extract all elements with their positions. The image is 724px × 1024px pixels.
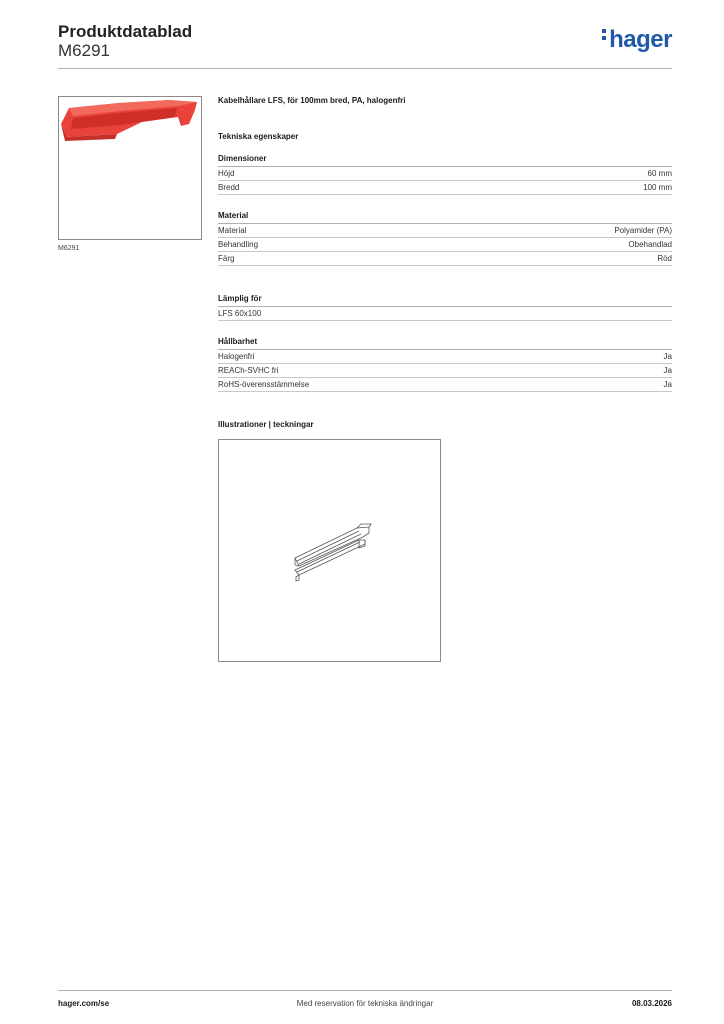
illustration-drawing — [218, 439, 441, 662]
table-row — [218, 224, 672, 238]
product-image — [58, 96, 202, 240]
table-row — [218, 307, 672, 321]
row-label: Material — [218, 226, 247, 235]
cable-holder-photo — [59, 97, 201, 239]
row-value: Ja — [663, 380, 672, 389]
document-title: Produktdatablad — [58, 22, 193, 41]
table-row — [218, 378, 672, 392]
row-value: Röd — [657, 254, 672, 263]
row-label: Höjd — [218, 169, 235, 178]
row-label: Färg — [218, 254, 235, 263]
logo-dots-icon — [602, 29, 607, 43]
section-heading: Lämplig för — [218, 294, 672, 307]
table-row — [218, 167, 672, 181]
product-code: M6291 — [58, 41, 110, 60]
section-heading: Hållbarhet — [218, 337, 672, 350]
row-label: RoHS-överensstämmelse — [218, 380, 310, 389]
row-label: REACh-SVHC fri — [218, 366, 279, 375]
row-value: Obehandlad — [628, 240, 672, 249]
section-heading: Material — [218, 211, 672, 224]
table-row — [218, 350, 672, 364]
row-value: 100 mm — [643, 183, 672, 192]
table-row — [218, 364, 672, 378]
dimensions-section — [218, 154, 672, 195]
row-label: Behandling — [218, 240, 259, 249]
image-caption: M6291 — [58, 245, 80, 252]
row-value: Ja — [663, 366, 672, 375]
hager-logo — [602, 26, 672, 54]
table-row — [218, 238, 672, 252]
row-value: Polyamider (PA) — [614, 226, 672, 235]
row-label: LFS 60x100 — [218, 309, 262, 318]
technical-properties-heading: Tekniska egenskaper — [218, 132, 299, 141]
product-description: Kabelhållare LFS, för 100mm bred, PA, halogenfri — [218, 96, 406, 105]
technical-drawing — [219, 440, 440, 661]
table-row — [218, 252, 672, 266]
logo-text: hager — [609, 26, 672, 53]
row-value: Ja — [663, 352, 672, 361]
section-heading: Dimensioner — [218, 154, 672, 167]
row-value: 60 mm — [647, 169, 672, 178]
footer-website: hager.com/se — [58, 999, 110, 1008]
page-header — [58, 20, 672, 69]
illustrations-heading: Illustrationer | teckningar — [218, 420, 314, 429]
table-row — [218, 181, 672, 195]
sustainability-section — [218, 337, 672, 392]
footer-date: 08.03.2026 — [631, 999, 672, 1008]
row-label: Halogenfri — [218, 352, 255, 361]
material-section — [218, 211, 672, 266]
footer-note: Med reservation för tekniska ändringar — [296, 999, 434, 1008]
product-details — [218, 96, 672, 662]
page-footer — [58, 990, 672, 1013]
suitable-for-section — [218, 294, 672, 321]
row-label: Bredd — [218, 183, 240, 192]
